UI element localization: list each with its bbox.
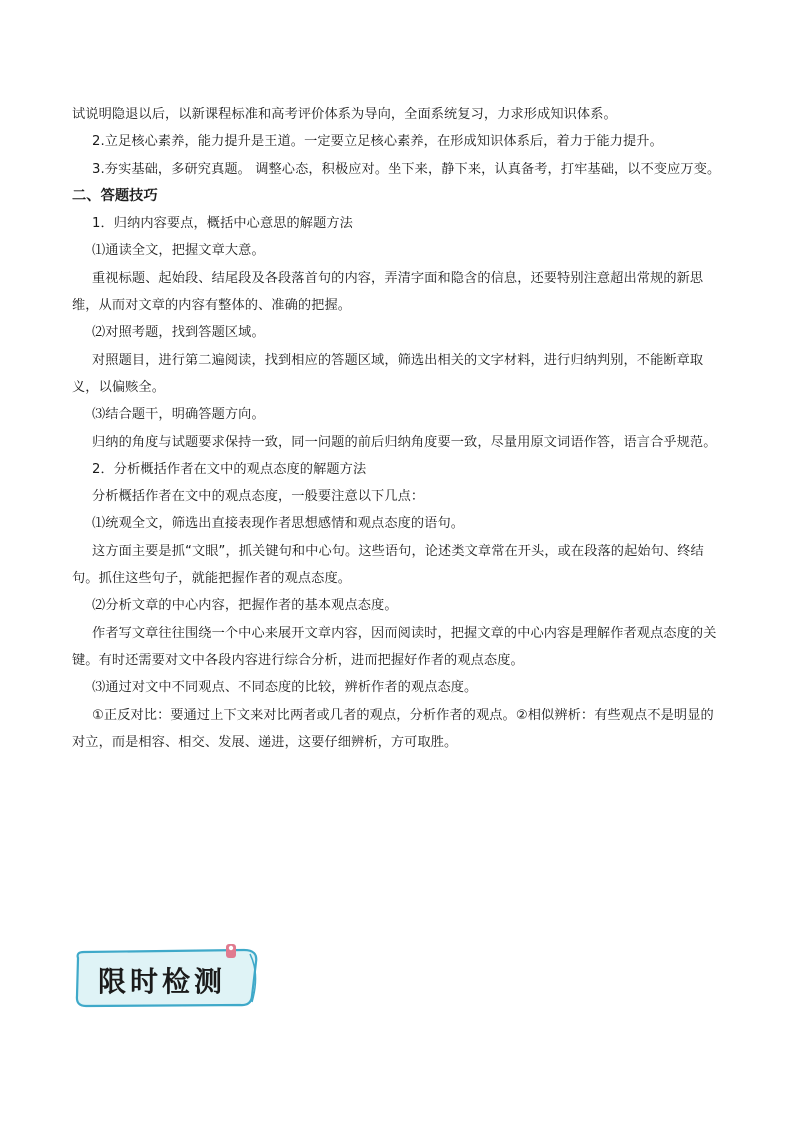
paragraph: 2．分析概括作者在文中的观点态度的解题方法 bbox=[92, 461, 367, 477]
paragraph: ⑶结合题干，明确答题方向。 bbox=[92, 407, 265, 423]
paragraph: 重视标题、起始段、结尾段及各段落首句的内容，弄清字面和隐含的信息，还要特别注意超出常规的新思维，从而对文章的内容有整体的、准确的把握。 bbox=[72, 270, 704, 314]
paragraph: 3.夯实基础，多研究真题。 调整心态，积极应对。坐下来，静下来，认真备考，打牢基础，以不变应万变。 bbox=[92, 161, 721, 177]
paragraph: ①正反对比：要通过上下文来对比两者或几者的观点，分析作者的观点。②相似辨析：有些观点不是明显的对立，而是相容、相交、发展、递进，这要仔细辨析，方可取胜。 bbox=[72, 707, 714, 750]
paragraph: ⑴统观全文，筛选出直接表现作者思想感情和观点态度的语句。 bbox=[92, 516, 465, 532]
paragraph: 这方面主要是抓“文眼”，抓关键句和中心句。这些语句，论述类文章常在开头，或在段落的起始句、终结句。抓住这些句子，就能把握作者的观点态度。 bbox=[72, 543, 704, 587]
paragraph: 作者写文章往往围绕一个中心来展开文章内容，因而阅读时，把握文章的中心内容是理解作者观点态度的关键。有时还需要对文中各段内容进行综合分析，进而把握好作者的观点态度。 bbox=[72, 625, 717, 668]
badge-title: 限时检测 bbox=[98, 965, 227, 998]
section-badge bbox=[72, 944, 262, 1010]
paragraph: ⑵分析文章的中心内容，把握作者的基本观点态度。 bbox=[92, 598, 398, 614]
document-body bbox=[72, 101, 724, 756]
paragraph: 归纳的角度与试题要求保持一致，同一问题的前后归纳角度要一致，尽量用原文词语作答，语言合乎规范。 bbox=[92, 434, 717, 450]
paragraph: 对照题目，进行第二遍阅读，找到相应的答题区域，筛选出相关的文字材料，进行归纳判别，不能断章取义，以偏赅全。 bbox=[72, 352, 704, 395]
paragraph: 2.立足核心素养，能力提升是王道。一定要立足核心素养，在形成知识体系后，着力于能力提升。 bbox=[92, 134, 663, 150]
section-heading: 二、答题技巧 bbox=[72, 187, 158, 204]
paragraph: ⑶通过对文中不同观点、不同态度的比较，辨析作者的观点态度。 bbox=[92, 680, 478, 696]
paragraph: 分析概括作者在文中的观点态度，一般要注意以下几点： bbox=[92, 489, 425, 505]
paragraph: 试说明隐退以后，以新课程标准和高考评价体系为导向，全面系统复习，力求形成知识体系。 bbox=[72, 107, 617, 122]
paragraph: ⑵对照考题，找到答题区域。 bbox=[92, 325, 265, 341]
paragraph: ⑴通读全文，把握文章大意。 bbox=[92, 243, 265, 259]
paragraph: 1．归纳内容要点，概括中心意思的解题方法 bbox=[92, 216, 353, 232]
